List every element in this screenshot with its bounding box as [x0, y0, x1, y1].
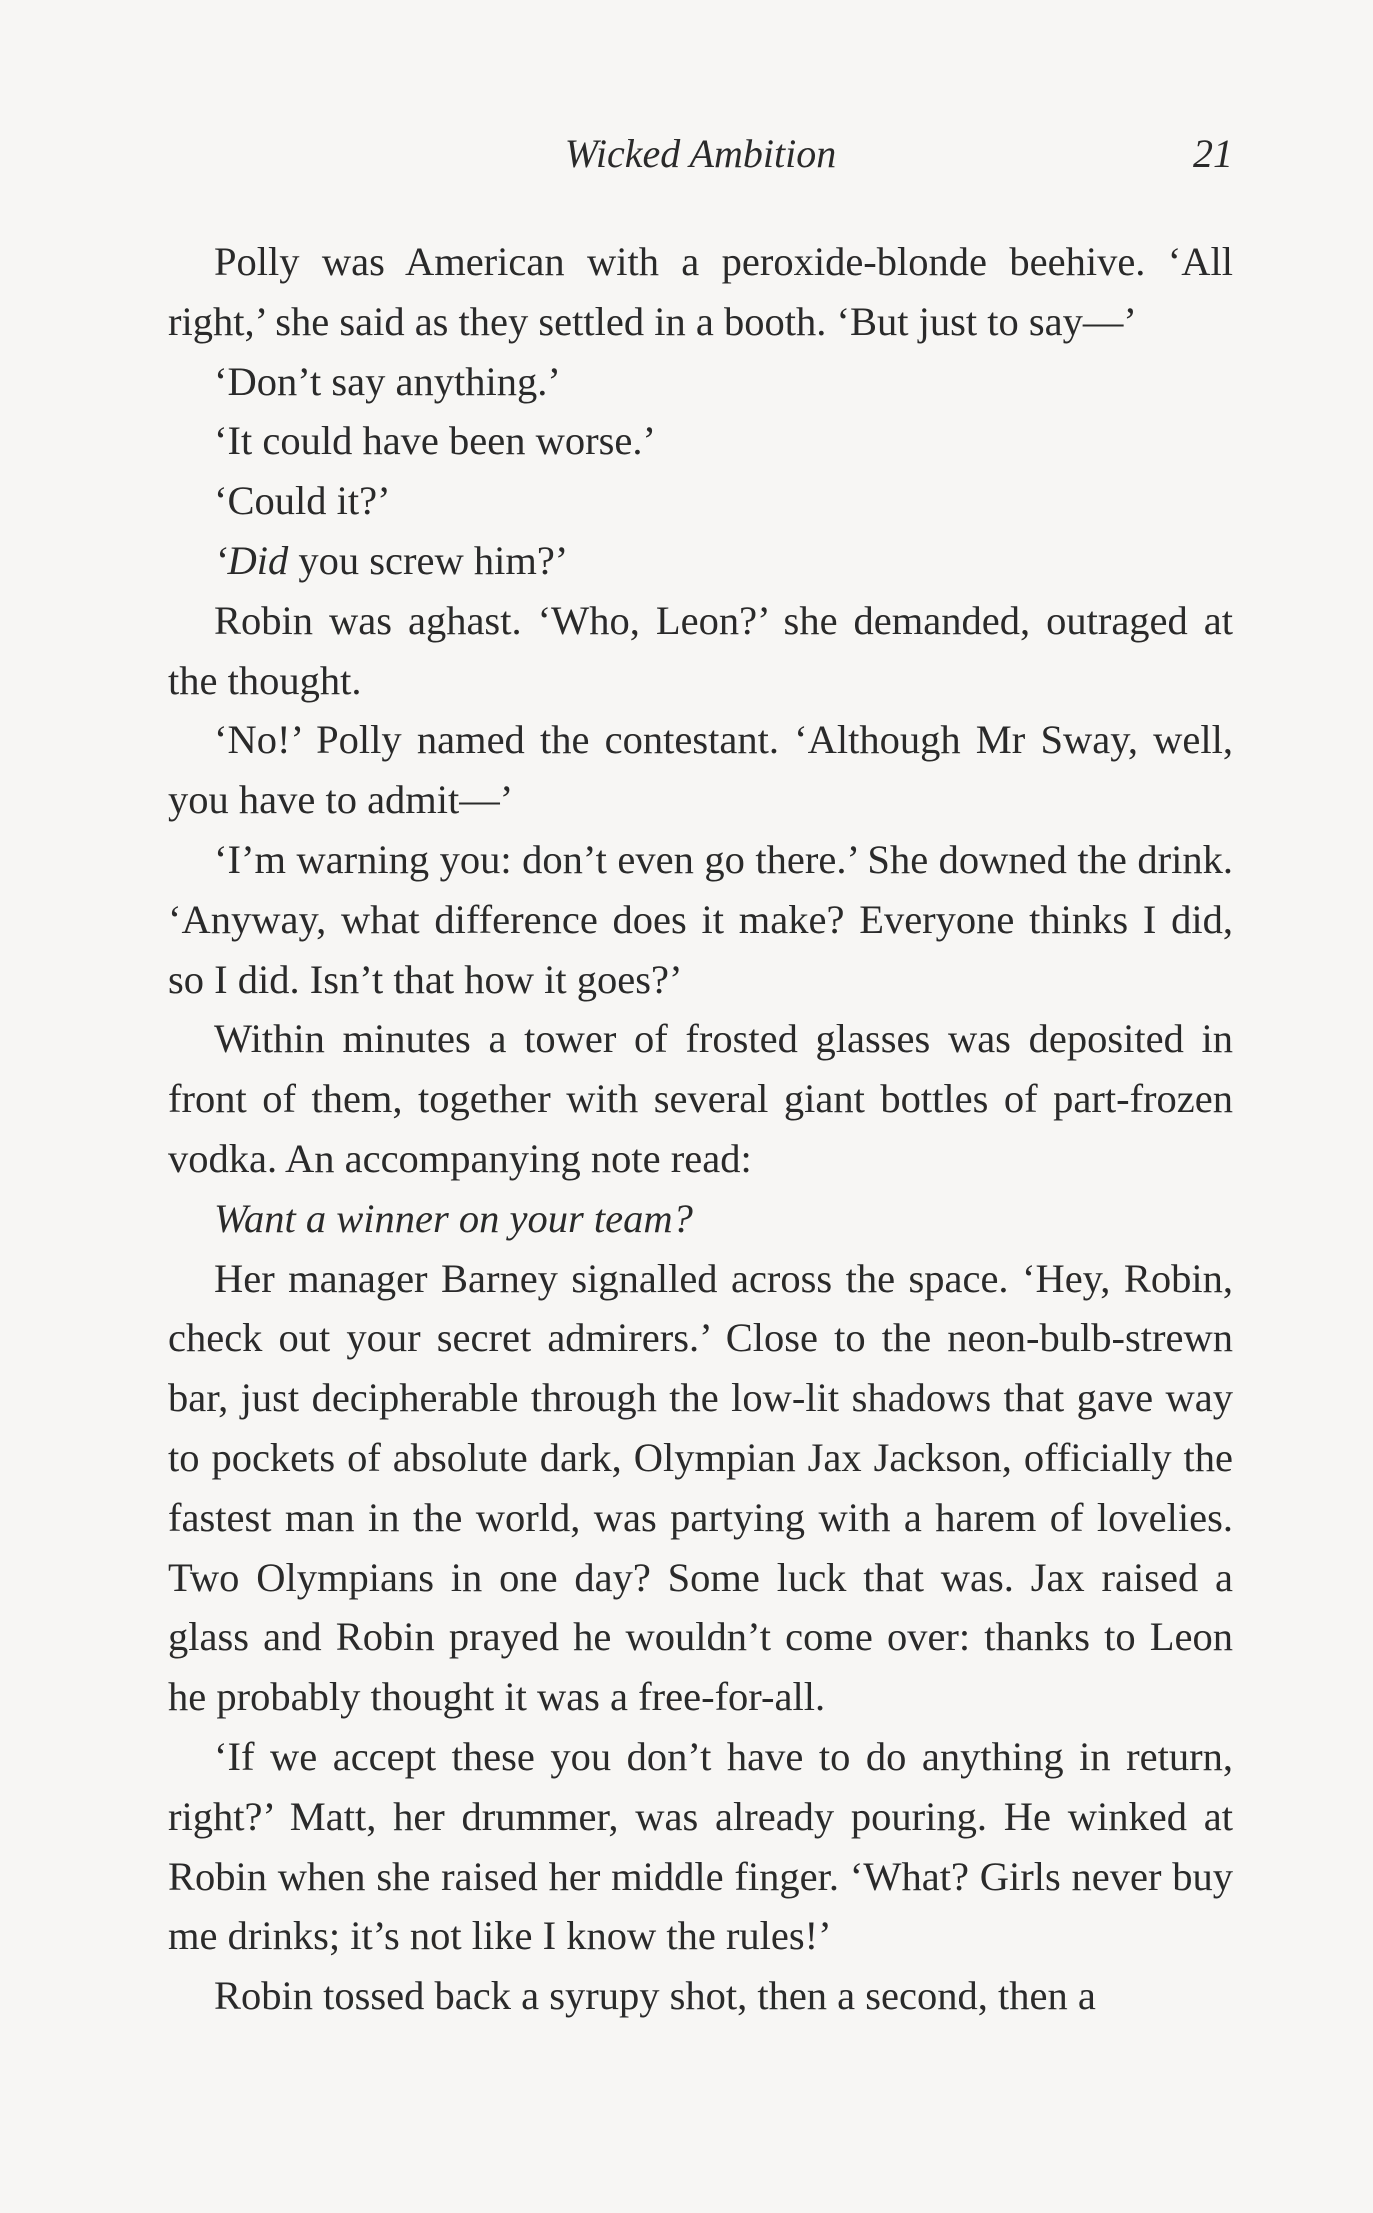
page-number: 21	[1193, 131, 1233, 176]
paragraph	[168, 1009, 1233, 1188]
italic-note-text: Want a winner on your team?	[214, 1195, 693, 1241]
paragraph-note	[168, 1189, 1233, 1249]
paragraph-text: Robin tossed back a syrupy shot, then a second, then a	[214, 1973, 1096, 2019]
paragraph-text: ‘No!’ Polly named the contestant. ‘Although Mr Sway, well, you have to admit—’	[168, 717, 1233, 823]
paragraph-text: ‘Don’t say anything.’	[214, 358, 561, 404]
paragraph	[168, 411, 1233, 471]
paragraph	[168, 471, 1233, 531]
italic-emphasis: ‘Did	[214, 537, 289, 583]
running-title: Wicked Ambition	[564, 131, 837, 176]
paragraph	[168, 830, 1233, 1009]
body-text	[168, 232, 1233, 2026]
paragraph	[168, 591, 1233, 711]
paragraph	[168, 232, 1233, 352]
paragraph-text: you screw him?’	[288, 537, 569, 583]
paragraph	[168, 1966, 1233, 2026]
paragraph	[168, 710, 1233, 830]
paragraph-text: Polly was American with a peroxide-blonde beehive. ‘All right,’ she said as they settled in a booth. ‘But just to say—’	[168, 239, 1233, 344]
paragraph-text: Robin was aghast. ‘Who, Leon?’ she demanded, outraged at the thought.	[168, 597, 1233, 703]
paragraph	[168, 531, 1233, 591]
paragraph	[168, 1727, 1233, 1966]
paragraph	[168, 1249, 1233, 1727]
running-header	[168, 130, 1233, 180]
paragraph-text: ‘If we accept these you don’t have to do anything in return, right?’ Matt, her drummer, was already pouring. He winked at Robin when she raised her middle finger. ‘What? Girls never buy me drinks; it’s not like I know the rules!’	[168, 1733, 1233, 1959]
paragraph-text: ‘Could it?’	[214, 478, 391, 524]
paragraph-text: ‘It could have been worse.’	[214, 418, 656, 464]
paragraph-text: Her manager Barney signalled across the space. ‘Hey, Robin, check out your secret admirers.’ Close to the neon-bulb-strewn bar, just decipherable through the low-lit shadows that gave way to pockets of absolute dark, Olympian Jax Jackson, officially the fastest man in the world, was partying with a harem of lovelies. Two Olympians in one day? Some luck that was. Jax raised a glass and Robin prayed he wouldn’t come over: thanks to Leon he probably thought it was a free-for-all.	[168, 1255, 1233, 1720]
paragraph-text: Within minutes a tower of frosted glasses was deposited in front of them, together with several giant bottles of part-frozen vodka. An accompanying note read:	[168, 1016, 1233, 1181]
paragraph	[168, 352, 1233, 412]
paragraph-text: ‘I’m warning you: don’t even go there.’ She downed the drink. ‘Anyway, what difference does it make? Everyone thinks I did, so I did. Isn’t that how it goes?’	[168, 836, 1233, 1002]
